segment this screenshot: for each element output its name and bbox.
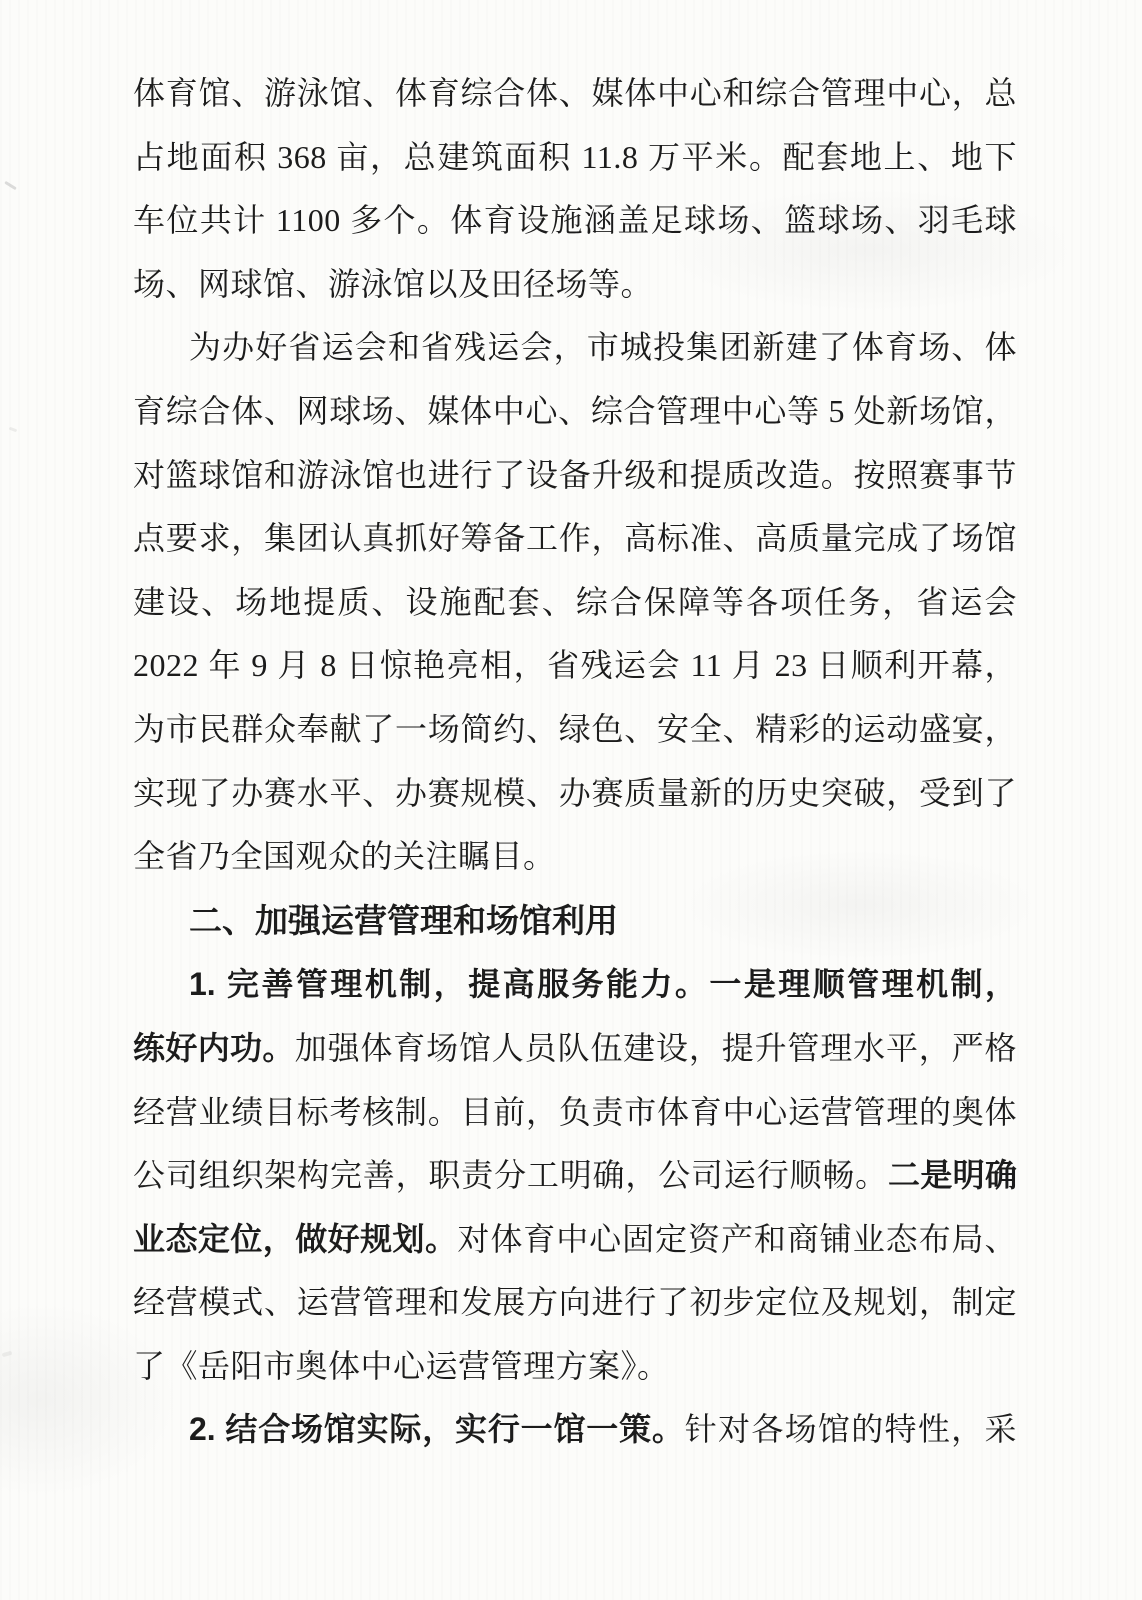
text-run: 对体育中心固定资产和商铺业态布局、 <box>457 1220 1017 1257</box>
text-run: 点要求，集团认真抓好筹备工作，高标准、高质量完成了场馆 <box>133 520 1017 557</box>
text-line <box>133 634 1017 698</box>
text-run: 加强体育场馆人员队伍建设，提升管理水平，严格 <box>294 1029 1017 1066</box>
document-body <box>133 62 1017 1462</box>
text-run: 车位共计 1100 多个。体育设施涵盖足球场、篮球场、羽毛球 <box>133 202 1017 239</box>
scan-blemish <box>9 427 18 433</box>
text-line <box>133 1144 1017 1208</box>
text-line <box>133 380 1017 444</box>
text-run: 针对各场馆的特性，采 <box>684 1411 1017 1448</box>
text-line <box>133 189 1017 253</box>
text-line <box>133 444 1017 508</box>
text-line <box>133 507 1017 571</box>
text-line <box>133 1081 1017 1145</box>
text-run: 场、网球馆、游泳馆以及田径场等。 <box>133 265 654 302</box>
scan-blemish <box>4 181 17 190</box>
text-run: 2022 年 9 月 8 日惊艳亮相，省残运会 11 月 23 日顺利开幕， <box>133 647 1017 684</box>
emphasis-text-run: 练好内功。 <box>133 1029 295 1066</box>
text-run: 经营业绩目标考核制。目前，负责市体育中心运营管理的奥体 <box>133 1093 1017 1130</box>
text-run: 建设、场地提质、设施配套、综合保障等各项任务，省运会 <box>133 583 1017 620</box>
text-run: 实现了办赛水平、办赛规模、办赛质量新的历史突破，受到了 <box>133 774 1017 811</box>
text-run: 育综合体、网球场、媒体中心、综合管理中心等 5 处新场馆， <box>133 392 1017 429</box>
emphasis-text-run: 二、加强运营管理和场馆利用 <box>189 901 618 939</box>
text-run: 对篮球馆和游泳馆也进行了设备升级和提质改造。按照赛事节 <box>133 456 1017 493</box>
text-line <box>133 1398 1017 1462</box>
text-line <box>133 825 1017 889</box>
text-line <box>133 253 1017 317</box>
emphasis-text-run: 业态定位，做好规划。 <box>133 1220 458 1257</box>
text-run: 占地面积 368 亩，总建筑面积 11.8 万平米。配套地上、地下 <box>133 138 1017 175</box>
emphasis-text-run: 2. 结合场馆实际，实行一馆一策。 <box>189 1411 685 1448</box>
text-line <box>133 1017 1017 1081</box>
section-heading-line <box>133 889 1017 954</box>
text-line <box>133 316 1017 380</box>
text-line <box>133 62 1017 126</box>
text-line <box>133 698 1017 762</box>
text-line <box>133 1335 1017 1399</box>
text-line <box>133 1271 1017 1335</box>
text-line <box>133 953 1017 1017</box>
text-run: 体育馆、游泳馆、体育综合体、媒体中心和综合管理中心，总 <box>133 75 1017 111</box>
scan-blemish <box>2 1351 13 1357</box>
emphasis-text-run: 1. 完善管理机制，提高服务能力。一是理顺管理机制， <box>189 966 1017 1003</box>
text-run: 为办好省运会和省残运会，市城投集团新建了体育场、体 <box>189 329 1017 366</box>
text-line <box>133 762 1017 826</box>
text-line <box>133 1208 1017 1272</box>
text-line <box>133 571 1017 635</box>
text-run: 全省乃全国观众的关注瞩目。 <box>133 838 556 875</box>
emphasis-text-run: 二是明确 <box>888 1157 1017 1194</box>
text-run: 了《岳阳市奥体中心运营管理方案》。 <box>133 1347 670 1384</box>
text-run: 为市民群众奉献了一场简约、绿色、安全、精彩的运动盛宴， <box>133 710 1017 747</box>
text-line <box>133 126 1017 190</box>
text-run: 公司组织架构完善，职责分工明确，公司运行顺畅。 <box>133 1157 888 1194</box>
text-run: 经营模式、运营管理和发展方向进行了初步定位及规划，制定 <box>133 1284 1017 1321</box>
